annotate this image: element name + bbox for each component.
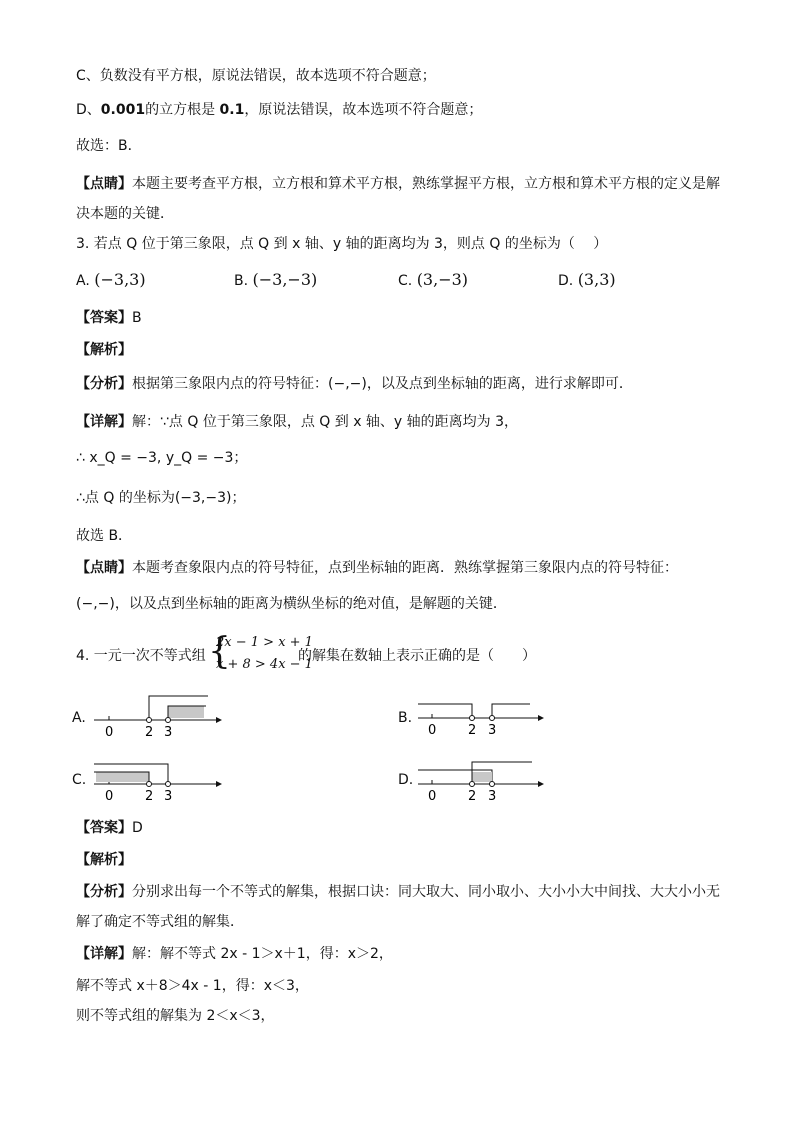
d-text: 的立方根是 (145, 102, 220, 118)
ray-x-gt-3 (492, 704, 530, 716)
shaded-region (472, 772, 492, 782)
q4-option-b-label: B. (398, 710, 413, 726)
open-circle-2 (147, 782, 152, 787)
xiangjie-tag: 【详解】 (76, 946, 132, 962)
inequality-system (208, 631, 313, 679)
q4-number-line-a (90, 690, 230, 742)
d-number: 0.001 (100, 102, 146, 118)
q3-dianjing (76, 558, 678, 578)
ray-x-lt-2 (418, 704, 472, 716)
q3-choice-d (558, 270, 616, 289)
q3-therefore-2: ∴点 Q 的坐标为(−3,−3)； (76, 490, 246, 506)
q3-choose: 故选 B． (76, 528, 133, 544)
fenxi-text: 根据第三象限内点的符号特征：(−,−)，以及点到坐标轴的距离，进行求解即可． (132, 376, 633, 392)
tick-label-0: 0 (105, 725, 114, 740)
option-d-explanation (76, 100, 482, 120)
answer-tag: 【答案】 (76, 820, 132, 836)
fenxi-tag: 【分析】 (76, 376, 132, 392)
choice-label: C. (398, 273, 413, 289)
choice-label: A. (76, 273, 90, 289)
tick-label-0: 0 (105, 789, 114, 804)
choice-label: D. (558, 273, 574, 289)
d-label: D、 (76, 102, 101, 118)
arrow-icon (216, 781, 222, 787)
open-circle-3 (166, 782, 171, 787)
brace-symbol: { (208, 631, 231, 672)
q4-option-c-label: C. (72, 772, 87, 788)
q3-choice-a (76, 270, 146, 289)
dianjing-text: 本题考查象限内点的符号特征，点到坐标轴的距离．熟练掌握第三象限内点的符号特征： (132, 560, 678, 576)
arrow-icon (538, 781, 544, 787)
arrow-icon (538, 715, 544, 721)
dianjing-text: 本题主要考查平方根，立方根和算术平方根，熟练掌握平方根，立方根和算术平方根的定义是解 (132, 176, 720, 192)
open-circle-2 (470, 782, 475, 787)
xiangjie-tag: 【详解】 (76, 414, 132, 430)
choice-value: (3,3) (577, 270, 616, 289)
q4-fenxi-cont: 解了确定不等式组的解集． (76, 914, 244, 930)
xiangjie-text: 解：解不等式 2x - 1＞x＋1，得：x＞2， (132, 946, 393, 962)
dianjing-1 (76, 174, 720, 194)
tick-label-3: 3 (164, 789, 173, 804)
fenxi-tag: 【分析】 (76, 884, 132, 900)
open-circle-2 (147, 718, 152, 723)
q3-answer (76, 308, 142, 328)
xiangjie-text: 解：∵点 Q 位于第三象限，点 Q 到 x 轴、y 轴的距离均为 3， (132, 414, 519, 430)
choice-value: (3,−3) (416, 270, 469, 289)
q4-option-d-label: D. (398, 772, 414, 788)
inequality-2: x + 8 > 4x − 1 (216, 657, 313, 672)
q4-stem-pre: 4. 一元一次不等式组 (76, 648, 206, 664)
shaded-region (96, 772, 149, 782)
q4-xiangjie (76, 944, 393, 964)
q4-stem-post: 的解集在数轴上表示正确的是（ ） (298, 648, 536, 664)
q3-stem: 3. 若点 Q 位于第三象限，点 Q 到 x 轴、y 轴的距离均为 3，则点 Q 的坐标为（ ） (76, 236, 608, 252)
q4-number-line-c (90, 754, 230, 806)
q3-choice-b (234, 270, 317, 289)
q3-choice-c (398, 270, 468, 289)
open-circle-3 (490, 716, 495, 721)
q3-xiangjie (76, 412, 518, 432)
q3-analysis-tag: 【解析】 (76, 342, 132, 358)
q4-answer (76, 818, 143, 838)
answer-value: D (132, 820, 143, 836)
tick-label-3: 3 (164, 725, 173, 740)
tick-label-0: 0 (428, 789, 437, 804)
option-c-explanation: C、负数没有平方根，原说法错误，故本选项不符合题意； (76, 68, 436, 84)
fenxi-text: 分别求出每一个不等式的解集，根据口诀：同大取大、同小取小、大小小大中间找、大大小小无 (132, 884, 720, 900)
open-circle-3 (166, 718, 171, 723)
tick-label-2: 2 (145, 789, 154, 804)
tick-label-2: 2 (468, 789, 477, 804)
inequality-1: 2x − 1 > x + 1 (216, 635, 313, 650)
q4-analysis-tag: 【解析】 (76, 852, 132, 868)
q4-option-a-label: A. (72, 710, 86, 726)
shaded-region (168, 706, 204, 718)
choose-b-line: 故选：B． (76, 138, 142, 154)
tick-label-2: 2 (468, 723, 477, 738)
open-circle-2 (470, 716, 475, 721)
tick-label-2: 2 (145, 725, 154, 740)
tick-label-3: 3 (488, 723, 497, 738)
answer-tag: 【答案】 (76, 310, 132, 326)
q4-number-line-d (414, 754, 554, 806)
choice-value: (−3,3) (94, 270, 146, 289)
q4-step-3: 则不等式组的解集为 2＜x＜3， (76, 1008, 275, 1024)
q3-therefore-1: ∴ x_Q = −3, y_Q = −3； (76, 450, 248, 466)
q4-step-2: 解不等式 x＋8＞4x - 1，得：x＜3， (76, 978, 309, 994)
d-number-2: 0.1 (219, 102, 245, 118)
choice-label: B. (234, 273, 249, 289)
d-text-post: ，原说法错误，故本选项不符合题意； (244, 102, 483, 118)
q4-fenxi (76, 882, 720, 902)
dianjing-1-cont: 决本题的关键． (76, 206, 174, 222)
dianjing-tag: 【点睛】 (76, 176, 132, 192)
arrow-icon (216, 717, 222, 723)
answer-value: B (132, 310, 142, 326)
dianjing-tag: 【点睛】 (76, 560, 132, 576)
tick-label-3: 3 (488, 789, 497, 804)
q3-dianjing-cont: (−,−)，以及点到坐标轴的距离为横纵坐标的绝对值，是解题的关键． (76, 596, 507, 612)
q3-fenxi (76, 374, 633, 394)
tick-label-0: 0 (428, 723, 437, 738)
open-circle-3 (490, 782, 495, 787)
q4-number-line-b (414, 690, 554, 742)
choice-value: (−3,−3) (252, 270, 318, 289)
